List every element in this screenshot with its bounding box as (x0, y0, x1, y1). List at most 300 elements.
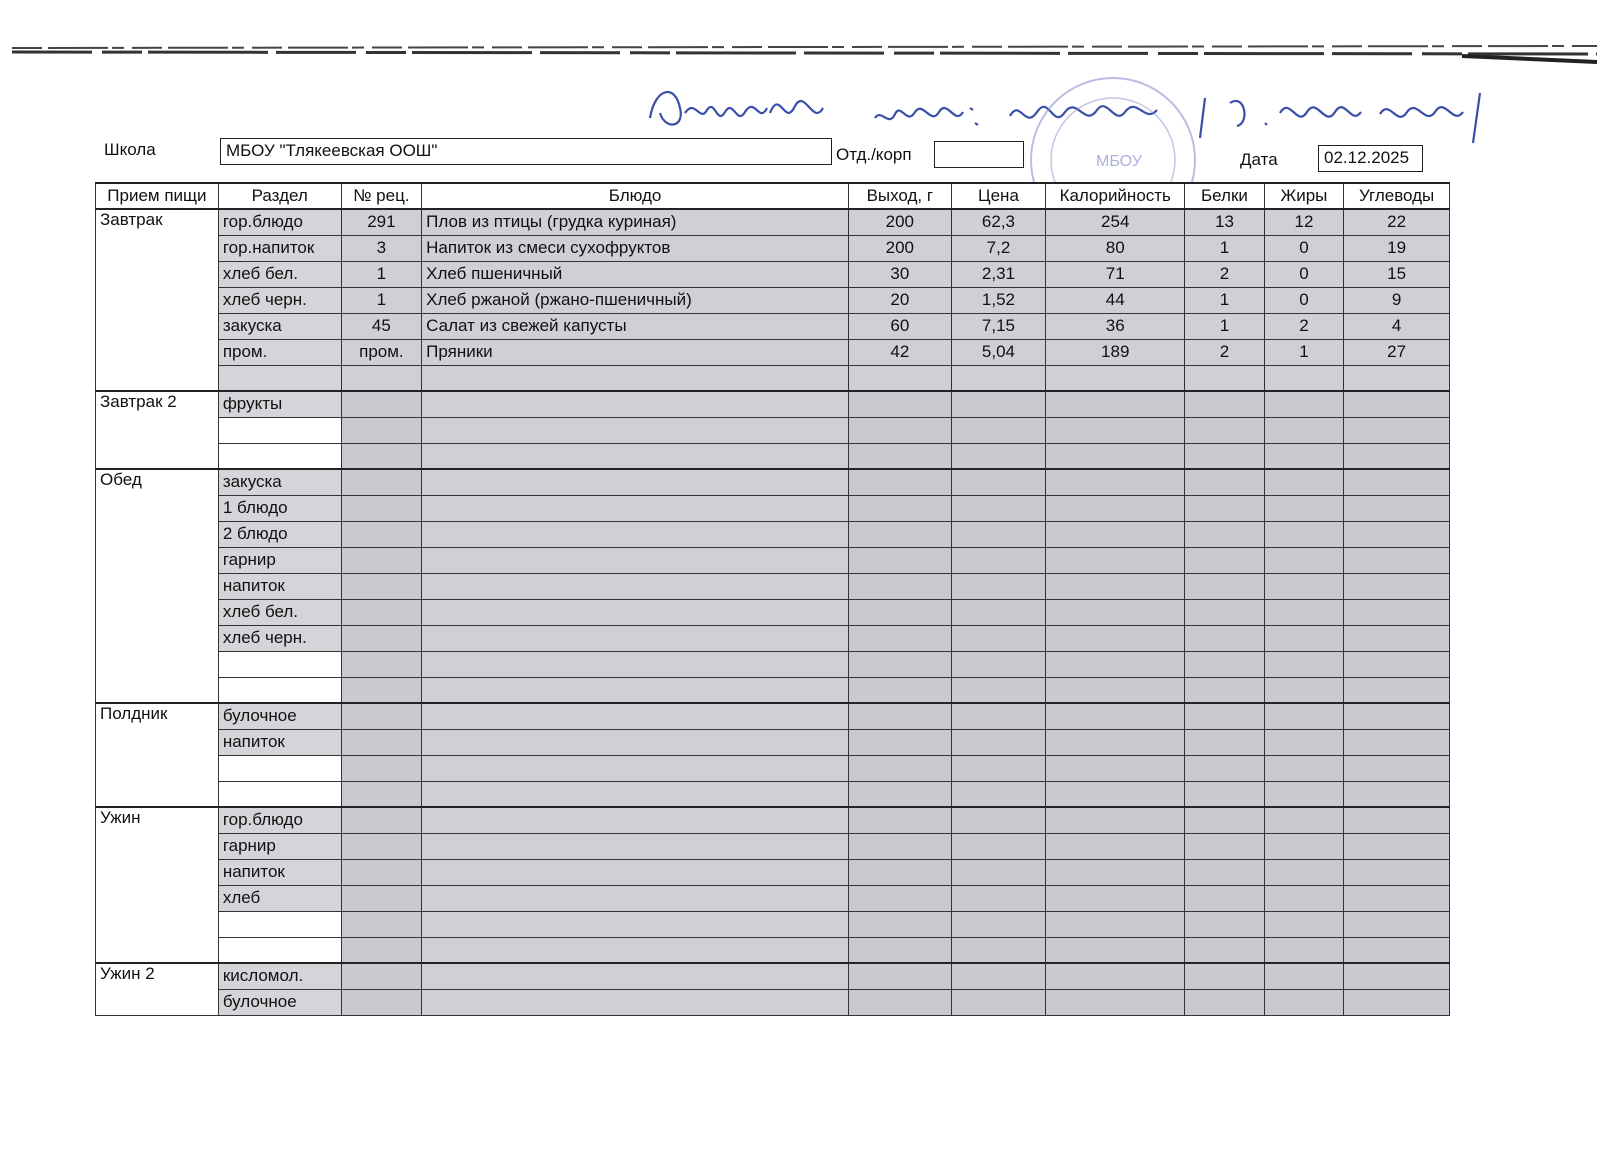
dish-cell[interactable]: Пряники (422, 339, 849, 365)
carbs-cell[interactable] (1344, 885, 1450, 911)
protein-cell[interactable] (1185, 911, 1265, 937)
recipe-cell[interactable] (341, 781, 422, 807)
price-cell[interactable] (951, 573, 1046, 599)
recipe-cell[interactable] (341, 391, 422, 417)
yield-cell[interactable] (848, 963, 951, 989)
carbs-cell[interactable] (1344, 651, 1450, 677)
fat-cell[interactable] (1264, 443, 1344, 469)
recipe-cell[interactable] (341, 703, 422, 729)
kcal-cell[interactable] (1046, 781, 1185, 807)
recipe-cell[interactable]: 291 (341, 209, 422, 235)
protein-cell[interactable]: 1 (1185, 287, 1265, 313)
kcal-cell[interactable] (1046, 703, 1185, 729)
date-field[interactable]: 02.12.2025 (1318, 145, 1423, 172)
protein-cell[interactable] (1185, 495, 1265, 521)
protein-cell[interactable]: 1 (1185, 313, 1265, 339)
yield-cell[interactable] (848, 573, 951, 599)
protein-cell[interactable] (1185, 729, 1265, 755)
section-cell[interactable]: фрукты (218, 391, 341, 417)
carbs-cell[interactable]: 15 (1344, 261, 1450, 287)
table-row (96, 443, 1450, 469)
table-row (96, 235, 1450, 261)
price-cell[interactable] (951, 989, 1046, 1015)
dish-cell[interactable] (422, 755, 849, 781)
yield-cell[interactable] (848, 599, 951, 625)
fat-cell[interactable] (1264, 937, 1344, 963)
dish-cell[interactable] (422, 521, 849, 547)
dish-cell[interactable] (422, 599, 849, 625)
yield-cell[interactable] (848, 417, 951, 443)
fat-cell[interactable]: 0 (1264, 261, 1344, 287)
yield-cell[interactable]: 200 (848, 209, 951, 235)
recipe-cell[interactable] (341, 729, 422, 755)
section-cell[interactable]: напиток (218, 573, 341, 599)
kcal-cell[interactable] (1046, 937, 1185, 963)
carbs-cell[interactable] (1344, 443, 1450, 469)
section-cell[interactable]: 2 блюдо (218, 521, 341, 547)
price-cell[interactable] (951, 911, 1046, 937)
kcal-cell[interactable] (1046, 651, 1185, 677)
yield-cell[interactable] (848, 833, 951, 859)
kcal-cell[interactable]: 36 (1046, 313, 1185, 339)
fat-cell[interactable] (1264, 989, 1344, 1015)
section-cell[interactable] (218, 755, 341, 781)
recipe-cell[interactable]: 45 (341, 313, 422, 339)
fat-cell[interactable] (1264, 833, 1344, 859)
price-cell[interactable] (951, 963, 1046, 989)
recipe-cell[interactable] (341, 443, 422, 469)
price-cell[interactable]: 1,52 (951, 287, 1046, 313)
dish-cell[interactable] (422, 937, 849, 963)
fat-cell[interactable] (1264, 755, 1344, 781)
fat-cell[interactable] (1264, 729, 1344, 755)
fat-cell[interactable] (1264, 469, 1344, 495)
price-cell[interactable] (951, 443, 1046, 469)
yield-cell[interactable] (848, 443, 951, 469)
price-cell[interactable] (951, 651, 1046, 677)
carbs-cell[interactable] (1344, 521, 1450, 547)
recipe-cell[interactable]: пром. (341, 339, 422, 365)
section-cell[interactable]: закуска (218, 313, 341, 339)
recipe-cell[interactable]: 1 (341, 261, 422, 287)
kcal-cell[interactable] (1046, 417, 1185, 443)
recipe-cell[interactable]: 3 (341, 235, 422, 261)
carbs-cell[interactable] (1344, 859, 1450, 885)
carbs-cell[interactable] (1344, 469, 1450, 495)
kcal-cell[interactable] (1046, 911, 1185, 937)
kcal-cell[interactable] (1046, 521, 1185, 547)
fat-cell[interactable] (1264, 417, 1344, 443)
dish-cell[interactable]: Напиток из смеси сухофруктов (422, 235, 849, 261)
carbs-cell[interactable]: 19 (1344, 235, 1450, 261)
price-cell[interactable] (951, 703, 1046, 729)
fat-cell[interactable] (1264, 573, 1344, 599)
yield-cell[interactable] (848, 781, 951, 807)
kcal-cell[interactable] (1046, 729, 1185, 755)
carbs-cell[interactable]: 22 (1344, 209, 1450, 235)
price-cell[interactable] (951, 833, 1046, 859)
carbs-cell[interactable]: 4 (1344, 313, 1450, 339)
carbs-cell[interactable] (1344, 963, 1450, 989)
section-cell[interactable] (218, 911, 341, 937)
protein-cell[interactable] (1185, 937, 1265, 963)
recipe-cell[interactable] (341, 911, 422, 937)
kcal-cell[interactable] (1046, 859, 1185, 885)
price-cell[interactable]: 2,31 (951, 261, 1046, 287)
dish-cell[interactable]: Плов из птицы (грудка куриная) (422, 209, 849, 235)
recipe-cell[interactable] (341, 599, 422, 625)
recipe-cell[interactable] (341, 495, 422, 521)
yield-cell[interactable] (848, 391, 951, 417)
section-cell[interactable]: пром. (218, 339, 341, 365)
carbs-cell[interactable] (1344, 807, 1450, 833)
carbs-cell[interactable] (1344, 911, 1450, 937)
carbs-cell[interactable]: 27 (1344, 339, 1450, 365)
recipe-cell[interactable] (341, 833, 422, 859)
school-label: Школа (104, 140, 156, 159)
protein-cell[interactable] (1185, 365, 1265, 391)
price-cell[interactable] (951, 391, 1046, 417)
dish-cell[interactable] (422, 859, 849, 885)
yield-cell[interactable] (848, 469, 951, 495)
fat-cell[interactable] (1264, 885, 1344, 911)
carbs-cell[interactable] (1344, 729, 1450, 755)
carbs-cell[interactable] (1344, 937, 1450, 963)
protein-cell[interactable] (1185, 625, 1265, 651)
recipe-cell[interactable] (341, 963, 422, 989)
kcal-cell[interactable] (1046, 989, 1185, 1015)
dish-cell[interactable] (422, 703, 849, 729)
yield-cell[interactable] (848, 625, 951, 651)
section-cell[interactable]: гор.блюдо (218, 807, 341, 833)
kcal-cell[interactable] (1046, 833, 1185, 859)
kcal-cell[interactable] (1046, 573, 1185, 599)
dish-cell[interactable] (422, 469, 849, 495)
dish-cell[interactable] (422, 989, 849, 1015)
dish-cell[interactable] (422, 651, 849, 677)
yield-cell[interactable]: 30 (848, 261, 951, 287)
recipe-cell[interactable] (341, 937, 422, 963)
kcal-cell[interactable]: 254 (1046, 209, 1185, 235)
dish-cell[interactable] (422, 443, 849, 469)
fat-cell[interactable] (1264, 963, 1344, 989)
fat-cell[interactable] (1264, 625, 1344, 651)
fat-cell[interactable] (1264, 365, 1344, 391)
carbs-cell[interactable] (1344, 755, 1450, 781)
price-cell[interactable] (951, 417, 1046, 443)
dish-cell[interactable] (422, 885, 849, 911)
col-header-yield: Выход, г (848, 183, 951, 209)
price-cell[interactable]: 7,15 (951, 313, 1046, 339)
dish-cell[interactable] (422, 833, 849, 859)
carbs-cell[interactable] (1344, 833, 1450, 859)
carbs-cell[interactable] (1344, 573, 1450, 599)
fat-cell[interactable] (1264, 495, 1344, 521)
yield-cell[interactable] (848, 911, 951, 937)
section-cell[interactable] (218, 781, 341, 807)
protein-cell[interactable]: 2 (1185, 339, 1265, 365)
dish-cell[interactable] (422, 781, 849, 807)
kcal-cell[interactable] (1046, 495, 1185, 521)
price-cell[interactable] (951, 495, 1046, 521)
carbs-cell[interactable] (1344, 677, 1450, 703)
fat-cell[interactable] (1264, 781, 1344, 807)
table-row (96, 651, 1450, 677)
recipe-cell[interactable] (341, 755, 422, 781)
kcal-cell[interactable] (1046, 677, 1185, 703)
fat-cell[interactable]: 2 (1264, 313, 1344, 339)
kcal-cell[interactable] (1046, 963, 1185, 989)
yield-cell[interactable] (848, 937, 951, 963)
kcal-cell[interactable] (1046, 885, 1185, 911)
yield-cell[interactable] (848, 729, 951, 755)
price-cell[interactable] (951, 521, 1046, 547)
kcal-cell[interactable] (1046, 365, 1185, 391)
table-row (96, 755, 1450, 781)
fat-cell[interactable] (1264, 599, 1344, 625)
carbs-cell[interactable] (1344, 781, 1450, 807)
dish-cell[interactable] (422, 911, 849, 937)
protein-cell[interactable] (1185, 859, 1265, 885)
protein-cell[interactable] (1185, 677, 1265, 703)
price-cell[interactable] (951, 859, 1046, 885)
dish-cell[interactable]: Салат из свежей капусты (422, 313, 849, 339)
meal-name: Завтрак (96, 209, 219, 391)
protein-cell[interactable] (1185, 885, 1265, 911)
protein-cell[interactable] (1185, 781, 1265, 807)
carbs-cell[interactable] (1344, 599, 1450, 625)
section-cell[interactable]: хлеб черн. (218, 287, 341, 313)
recipe-cell[interactable] (341, 547, 422, 573)
kcal-cell[interactable] (1046, 443, 1185, 469)
dish-cell[interactable] (422, 391, 849, 417)
protein-cell[interactable] (1185, 703, 1265, 729)
price-cell[interactable]: 62,3 (951, 209, 1046, 235)
price-cell[interactable] (951, 807, 1046, 833)
section-cell[interactable]: напиток (218, 859, 341, 885)
section-cell[interactable]: хлеб черн. (218, 625, 341, 651)
yield-cell[interactable] (848, 521, 951, 547)
dish-cell[interactable]: Хлеб ржаной (ржано-пшеничный) (422, 287, 849, 313)
fat-cell[interactable] (1264, 703, 1344, 729)
carbs-cell[interactable] (1344, 547, 1450, 573)
section-cell[interactable] (218, 937, 341, 963)
section-cell[interactable] (218, 417, 341, 443)
yield-cell[interactable]: 42 (848, 339, 951, 365)
recipe-cell[interactable] (341, 651, 422, 677)
dept-field[interactable] (934, 141, 1024, 168)
price-cell[interactable] (951, 885, 1046, 911)
protein-cell[interactable] (1185, 443, 1265, 469)
table-row (96, 703, 1450, 729)
protein-cell[interactable] (1185, 391, 1265, 417)
col-header-price: Цена (951, 183, 1046, 209)
kcal-cell[interactable]: 71 (1046, 261, 1185, 287)
recipe-cell[interactable]: 1 (341, 287, 422, 313)
yield-cell[interactable]: 200 (848, 235, 951, 261)
carbs-cell[interactable] (1344, 625, 1450, 651)
kcal-cell[interactable] (1046, 625, 1185, 651)
fat-cell[interactable] (1264, 651, 1344, 677)
protein-cell[interactable] (1185, 417, 1265, 443)
price-cell[interactable] (951, 755, 1046, 781)
price-cell[interactable] (951, 365, 1046, 391)
dish-cell[interactable] (422, 625, 849, 651)
stamp-text: МБОУ (1096, 153, 1142, 170)
yield-cell[interactable] (848, 365, 951, 391)
fat-cell[interactable] (1264, 521, 1344, 547)
recipe-cell[interactable] (341, 573, 422, 599)
protein-cell[interactable]: 2 (1185, 261, 1265, 287)
carbs-cell[interactable] (1344, 495, 1450, 521)
fat-cell[interactable] (1264, 859, 1344, 885)
recipe-cell[interactable] (341, 521, 422, 547)
fat-cell[interactable] (1264, 391, 1344, 417)
protein-cell[interactable] (1185, 573, 1265, 599)
section-cell[interactable]: гор.напиток (218, 235, 341, 261)
protein-cell[interactable] (1185, 833, 1265, 859)
kcal-cell[interactable]: 44 (1046, 287, 1185, 313)
fat-cell[interactable] (1264, 677, 1344, 703)
meal-name: Ужин 2 (96, 963, 219, 1015)
recipe-cell[interactable] (341, 417, 422, 443)
price-cell[interactable] (951, 729, 1046, 755)
yield-cell[interactable] (848, 703, 951, 729)
recipe-cell[interactable] (341, 625, 422, 651)
yield-cell[interactable] (848, 677, 951, 703)
yield-cell[interactable] (848, 989, 951, 1015)
carbs-cell[interactable] (1344, 703, 1450, 729)
price-cell[interactable] (951, 547, 1046, 573)
section-cell[interactable] (218, 677, 341, 703)
protein-cell[interactable] (1185, 963, 1265, 989)
kcal-cell[interactable] (1046, 599, 1185, 625)
carbs-cell[interactable] (1344, 417, 1450, 443)
school-field[interactable]: МБОУ "Тлякеевская ООШ" (220, 138, 832, 165)
yield-cell[interactable] (848, 495, 951, 521)
section-cell[interactable]: закуска (218, 469, 341, 495)
kcal-cell[interactable]: 189 (1046, 339, 1185, 365)
table-header-row (96, 183, 1450, 209)
fat-cell[interactable]: 0 (1264, 287, 1344, 313)
protein-cell[interactable]: 1 (1185, 235, 1265, 261)
protein-cell[interactable] (1185, 651, 1265, 677)
dish-cell[interactable] (422, 729, 849, 755)
section-cell[interactable]: хлеб бел. (218, 599, 341, 625)
recipe-cell[interactable] (341, 859, 422, 885)
protein-cell[interactable] (1185, 599, 1265, 625)
kcal-cell[interactable] (1046, 391, 1185, 417)
fat-cell[interactable]: 1 (1264, 339, 1344, 365)
kcal-cell[interactable] (1046, 807, 1185, 833)
dish-cell[interactable] (422, 365, 849, 391)
fat-cell[interactable] (1264, 807, 1344, 833)
price-cell[interactable] (951, 677, 1046, 703)
dish-cell[interactable] (422, 677, 849, 703)
price-cell[interactable] (951, 599, 1046, 625)
protein-cell[interactable] (1185, 547, 1265, 573)
dish-cell[interactable] (422, 495, 849, 521)
section-cell[interactable]: булочное (218, 989, 341, 1015)
meal-name: Обед (96, 469, 219, 703)
section-cell[interactable] (218, 443, 341, 469)
section-cell[interactable]: булочное (218, 703, 341, 729)
protein-cell[interactable] (1185, 469, 1265, 495)
carbs-cell[interactable] (1344, 391, 1450, 417)
yield-cell[interactable] (848, 859, 951, 885)
fat-cell[interactable]: 0 (1264, 235, 1344, 261)
table-row (96, 963, 1450, 989)
section-cell[interactable]: хлеб бел. (218, 261, 341, 287)
yield-cell[interactable] (848, 807, 951, 833)
yield-cell[interactable]: 20 (848, 287, 951, 313)
kcal-cell[interactable] (1046, 547, 1185, 573)
recipe-cell[interactable] (341, 469, 422, 495)
kcal-cell[interactable] (1046, 755, 1185, 781)
fat-cell[interactable] (1264, 911, 1344, 937)
carbs-cell[interactable]: 9 (1344, 287, 1450, 313)
fat-cell[interactable]: 12 (1264, 209, 1344, 235)
yield-cell[interactable] (848, 547, 951, 573)
protein-cell[interactable] (1185, 989, 1265, 1015)
yield-cell[interactable] (848, 885, 951, 911)
yield-cell[interactable] (848, 755, 951, 781)
protein-cell[interactable] (1185, 755, 1265, 781)
protein-cell[interactable] (1185, 521, 1265, 547)
date-label: Дата (1240, 150, 1278, 169)
dish-cell[interactable] (422, 807, 849, 833)
price-cell[interactable] (951, 469, 1046, 495)
recipe-cell[interactable] (341, 989, 422, 1015)
section-cell[interactable]: гарнир (218, 547, 341, 573)
protein-cell[interactable]: 13 (1185, 209, 1265, 235)
dish-cell[interactable] (422, 547, 849, 573)
section-cell[interactable] (218, 365, 341, 391)
table-row (96, 859, 1450, 885)
kcal-cell[interactable]: 80 (1046, 235, 1185, 261)
dish-cell[interactable] (422, 573, 849, 599)
section-cell[interactable]: хлеб (218, 885, 341, 911)
yield-cell[interactable]: 60 (848, 313, 951, 339)
recipe-cell[interactable] (341, 365, 422, 391)
recipe-cell[interactable] (341, 677, 422, 703)
section-cell[interactable]: кисломол. (218, 963, 341, 989)
dish-cell[interactable]: Хлеб пшеничный (422, 261, 849, 287)
recipe-cell[interactable] (341, 885, 422, 911)
section-cell[interactable]: 1 блюдо (218, 495, 341, 521)
protein-cell[interactable] (1185, 807, 1265, 833)
section-cell[interactable] (218, 651, 341, 677)
dish-cell[interactable] (422, 963, 849, 989)
price-cell[interactable]: 5,04 (951, 339, 1046, 365)
carbs-cell[interactable] (1344, 989, 1450, 1015)
col-header-section: Раздел (218, 183, 341, 209)
price-cell[interactable] (951, 937, 1046, 963)
section-cell[interactable]: гор.блюдо (218, 209, 341, 235)
dish-cell[interactable] (422, 417, 849, 443)
table-row (96, 599, 1450, 625)
yield-cell[interactable] (848, 651, 951, 677)
price-cell[interactable]: 7,2 (951, 235, 1046, 261)
price-cell[interactable] (951, 625, 1046, 651)
price-cell[interactable] (951, 781, 1046, 807)
recipe-cell[interactable] (341, 807, 422, 833)
fat-cell[interactable] (1264, 547, 1344, 573)
section-cell[interactable]: напиток (218, 729, 341, 755)
kcal-cell[interactable] (1046, 469, 1185, 495)
carbs-cell[interactable] (1344, 365, 1450, 391)
section-cell[interactable]: гарнир (218, 833, 341, 859)
